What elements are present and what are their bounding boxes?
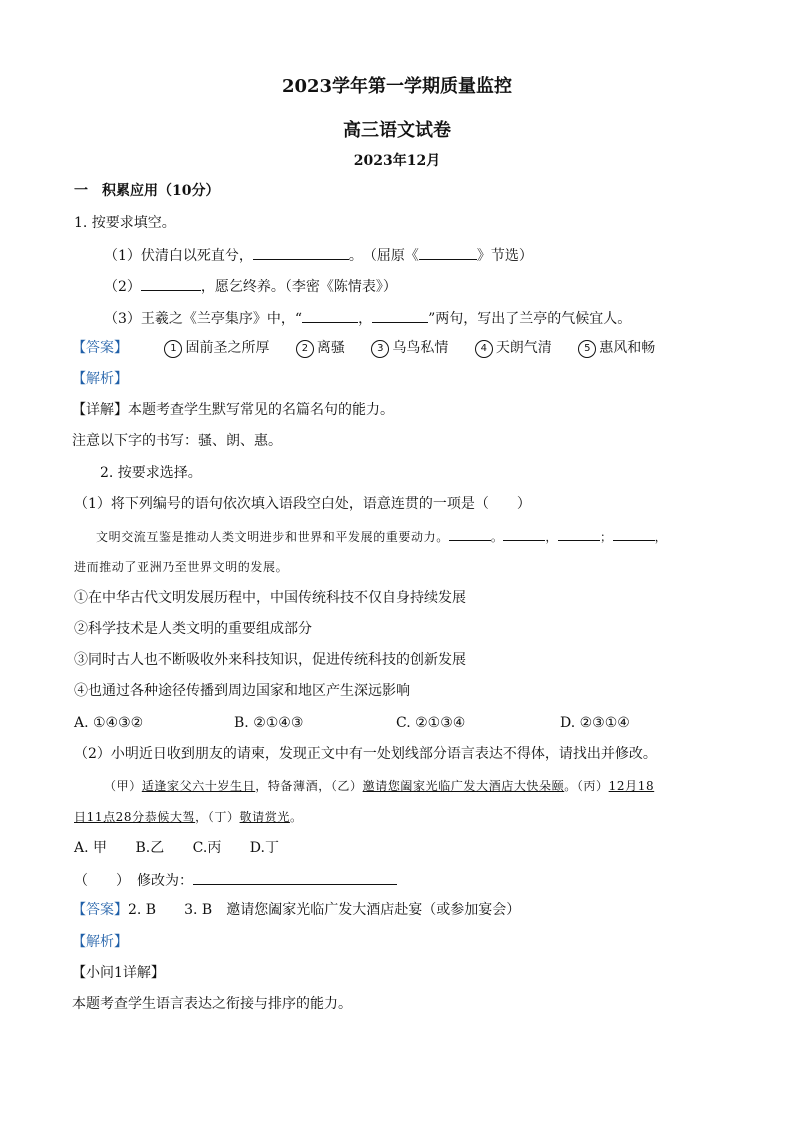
choice-b: B. ②①④③ [234,715,304,731]
subquestion-detail-tag: 【小问1详解】 [72,965,165,981]
q2-stem: 2. 按要求选择。 [100,465,202,481]
choice-d: D. ②③①④ [560,715,630,731]
q1-detail: 【详解】本题考查学生默写常见的名篇名句的能力。 [72,402,394,418]
q2-sub2: （2）小明近日收到朋友的请柬，发现正文中有一处划线部分语言表达不得体，请找出并修改。 [74,746,657,762]
passage-line-1: 文明交流互鉴是推动人类文明进步和世界和平发展的重要动力。 。 ， ； ， [96,530,668,544]
exam-subtitle: 高三语文试卷 [343,120,451,141]
answer-blank [302,308,358,323]
section-heading: 一 积累应用（10分） [74,183,220,199]
modify-blank [193,870,397,885]
answer-blank [253,245,349,260]
option-4: ④也通过各种途径传播到周边国家和地区产生深远影响 [74,683,410,699]
choice-a: A. ①④③② [74,715,144,731]
q1-item-2: （2） ，愿乞终养。（李密《陈情表》） [104,276,397,296]
q2-sub1: （1）将下列编号的语句依次填入语段空白处，语意连贯的一项是（ ） [74,496,531,512]
exam-title: 2023学年第一学期质量监控 [281,76,513,97]
q1-item-1: （1）伏清白以死直兮， 。 （屈原《 》节选） [104,245,533,265]
answer-blank [419,245,477,260]
analysis-tag: 【解析】 [72,371,128,387]
q1-stem: 1. 按要求填空。 [74,215,176,231]
q2-answer: 【答案】2. B 3. B 邀请您阖家光临广发大酒店赴宴（或参加宴会） [72,902,521,918]
q1-answer: 【答案】 1 固前圣之所厚 2 离骚 3 乌鸟私情 4 天朗气清 5 惠风和畅 [72,340,656,356]
option-3: ③同时古人也不断吸收外来科技知识，促进传统科技的创新发展 [74,652,466,668]
invite-line-2: 日11点28分恭候大驾，（丁）敬请赏光。 [74,810,303,824]
q1-note: 注意以下字的书写：骚、朗、惠。 [72,433,282,449]
answer-tag: 【答案】 [72,340,128,356]
choice-c: C. ②①③④ [396,715,466,731]
q1-item-3: （3）王羲之《兰亭集序》中，“ ， ”两句，写出了兰亭的气候宜人。 [104,308,631,328]
analysis-tag-2: 【解析】 [72,934,128,950]
modify-line: （ ） 修改为： [74,870,397,890]
choices2: A. 甲 B.乙 C.丙 D.丁 [74,840,279,856]
subquestion-detail-text: 本题考查学生语言表达之衔接与排序的能力。 [72,996,352,1012]
option-1: ①在中华古代文明发展历程中，中国传统科技不仅自身持续发展 [74,590,466,606]
option-2: ②科学技术是人类文明的重要组成部分 [74,621,312,637]
passage-line-2: 进而推动了亚洲乃至世界文明的发展。 [74,560,289,574]
answer-blank [372,308,428,323]
answer-blank [141,276,201,291]
exam-date: 2023年12月 [353,153,441,169]
invite-line-1: （甲）适逢家父六十岁生日，特备薄酒，（乙）邀请您阖家光临广发大酒店大快朵颐。（丙）12月18 [104,779,655,793]
